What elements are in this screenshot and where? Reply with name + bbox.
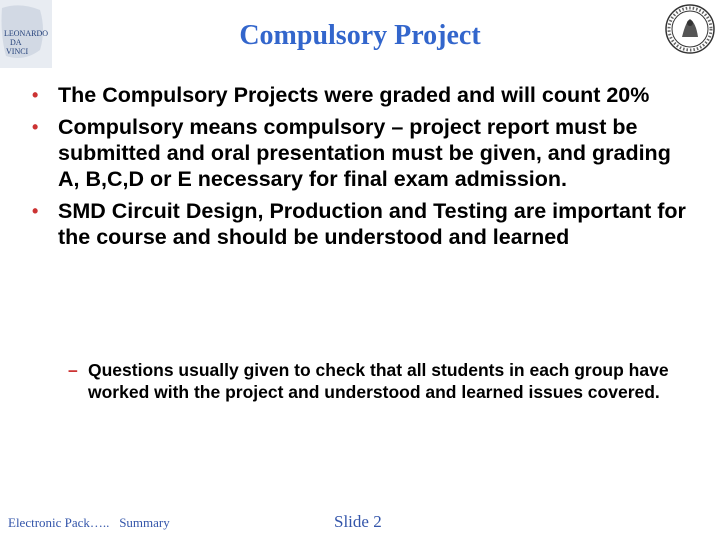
bullet-text: Compulsory means compulsory – project report must be submitted and oral presentation must be given, and grading A, B,C,D or E necessary for final exam admission.	[58, 115, 671, 191]
footer-course-name: Electronic Pack…..	[8, 515, 110, 530]
bullet-list	[30, 82, 690, 256]
bullet-item	[30, 198, 690, 250]
logo-line-3: VINCI	[6, 47, 29, 56]
bullet-text: The Compulsory Projects were graded and will count 20%	[58, 83, 650, 107]
bullet-text: SMD Circuit Design, Production and Testing are important for the course and should be understood and learned	[58, 199, 686, 249]
page-title: Compulsory Project	[239, 20, 481, 51]
logo-line-2: DA	[10, 38, 22, 47]
bullet-marker-icon: •	[32, 117, 39, 137]
footer-slide-number	[334, 512, 382, 532]
bullet-marker-icon: •	[32, 201, 39, 221]
bullet-item	[30, 114, 690, 192]
sub-bullet-text: Questions usually given to check that all students in each group have worked with the project and understood and learned issues covered.	[88, 360, 669, 402]
footer-course	[8, 515, 170, 531]
logo-line-1: LEONARDO	[4, 29, 48, 38]
bullet-item	[30, 82, 690, 108]
footer-section: Summary	[119, 515, 170, 530]
bullet-marker-icon: •	[32, 85, 39, 105]
sub-bullet-item	[68, 359, 688, 403]
slide-label: Slide	[334, 512, 369, 531]
slide-number: 2	[373, 512, 382, 531]
dash-marker-icon: –	[68, 360, 78, 380]
